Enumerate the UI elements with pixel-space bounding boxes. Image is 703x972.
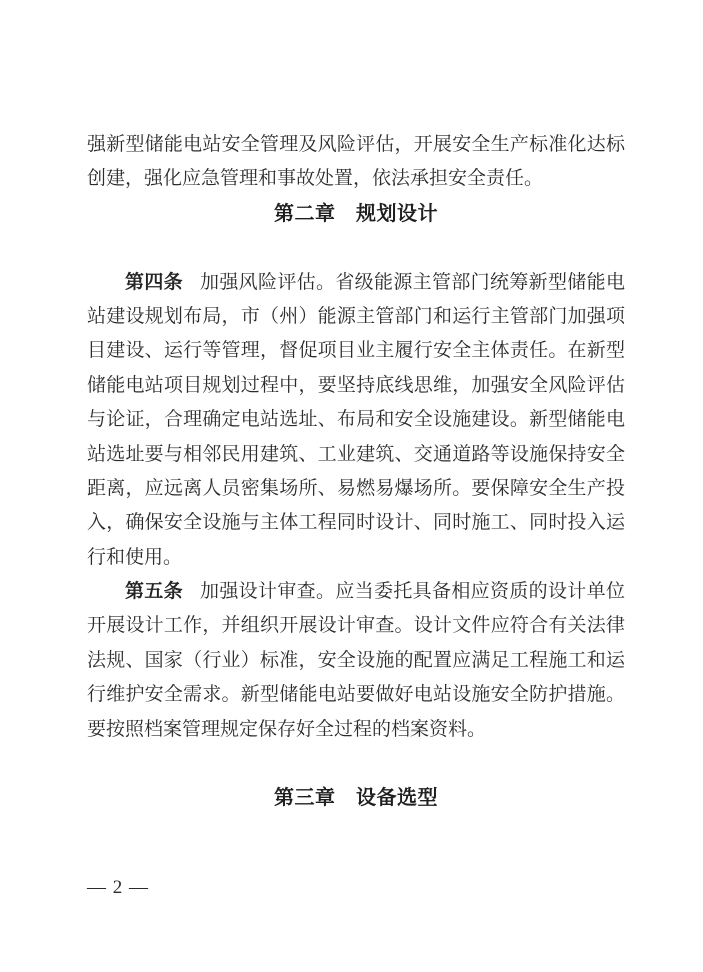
line-text: 要按照档案管理规定保存好全过程的档案资料。 [87,718,487,740]
line-text: 强新型储能电站安全管理及风险评估，开展安全生产标准化达标 [87,134,625,155]
chapter-heading: 第三章 设备选型 [274,787,438,810]
article-label: 第五条 [125,581,183,603]
article-label: 第四条 [125,271,183,293]
body-text-line [87,644,625,678]
line-text: 距离，应远离人员密集场所、易燃易爆场所。要保障安全生产投 [87,477,625,499]
line-text: 加强风险评估。省级能源主管部门统筹新型储能电 [200,271,625,293]
line-text: 创建，强化应急管理和事故处置，依法承担安全责任。 [87,168,544,190]
body-text-line [87,472,625,506]
line-text: 行和使用。 [87,546,183,568]
body-text-line [87,575,625,609]
body-text-line [87,369,625,403]
line-text: 与论证，合理确定电站选址、布局和安全设施建设。新型储能电 [87,409,625,431]
body-text-line [87,506,625,540]
body-text-line [87,403,625,437]
line-text: 行维护安全需求。新型储能电站要做好电站设施安全防护措施。 [87,684,625,706]
line-text: 目建设、运行等管理，督促项目业主履行安全主体责任。在新型 [87,340,625,362]
page-number: — 2 — [87,877,149,898]
body-text-line [87,438,625,472]
blank-line [87,747,625,781]
body-text-line [87,541,625,575]
body-text-line [87,713,625,747]
line-text: 站选址要与相邻民用建筑、工业建筑、交通道路等设施保持安全 [87,443,625,465]
chapter-heading: 第二章 规划设计 [274,202,438,225]
blank-line [87,231,625,265]
body-text-line [87,609,625,643]
page-body [87,128,625,816]
body-text-line [87,128,625,162]
body-text-line [87,266,625,300]
body-text-line [87,678,625,712]
line-text: 加强设计审查。应当委托具备相应资质的设计单位 [200,581,625,603]
body-text-line [87,162,625,196]
line-text: 开展设计工作，并组织开展设计审查。设计文件应符合有关法律 [87,615,625,637]
line-text: 储能电站项目规划过程中，要坚持底线思维，加强安全风险评估 [87,374,625,396]
line-text: 法规、国家（行业）标准，安全设施的配置应满足工程施工和运 [87,649,625,671]
line-text: 入，确保安全设施与主体工程同时设计、同时施工、同时投入运 [87,512,625,534]
body-text-line [87,334,625,368]
line-text: 站建设规划布局，市（州）能源主管部门和运行主管部门加强项 [87,305,625,327]
body-text-line [87,300,625,334]
